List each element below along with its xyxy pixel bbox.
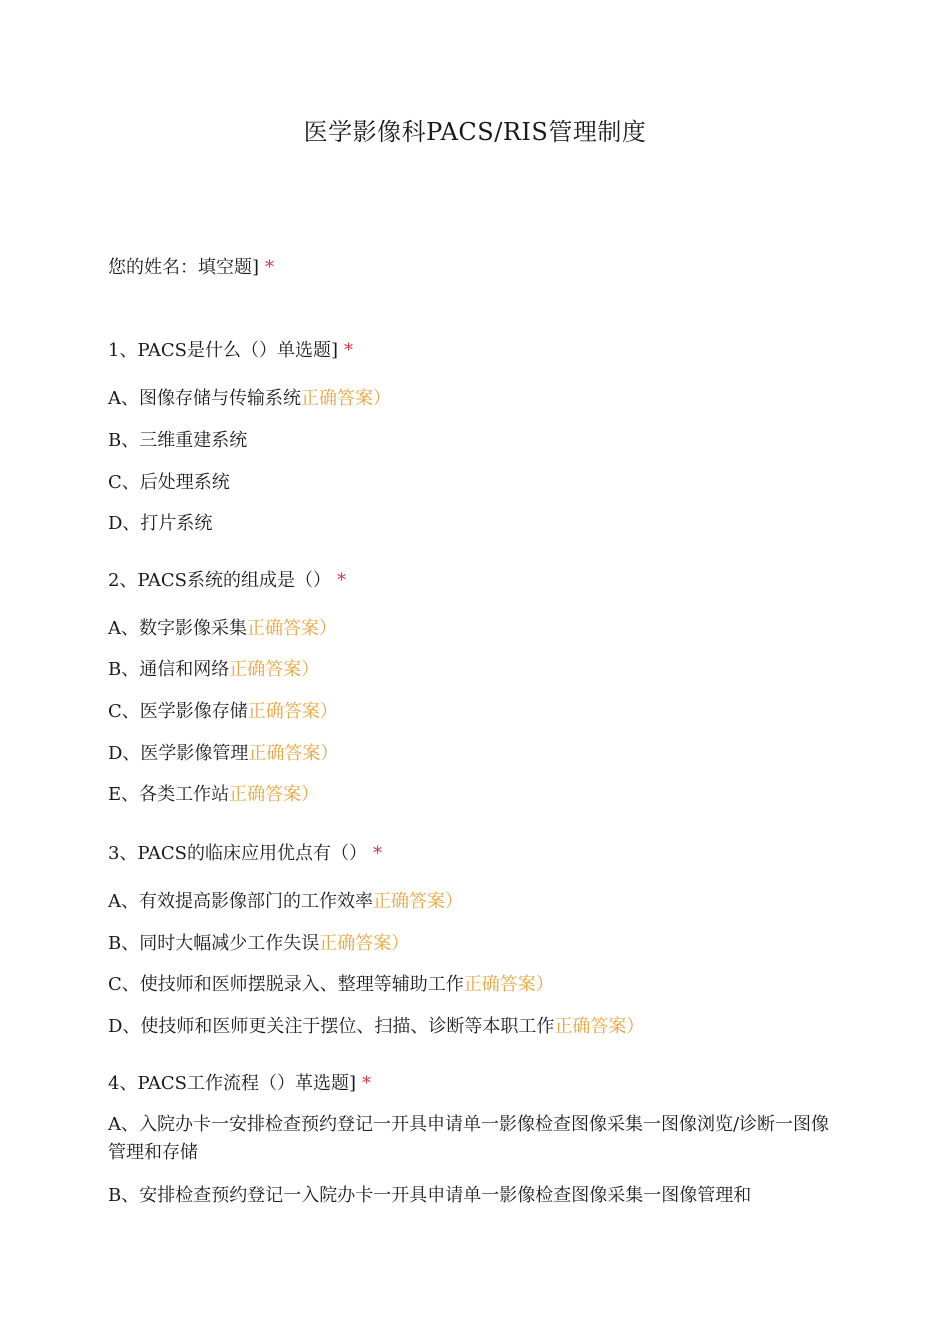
option-text: B、三维重建系统: [108, 430, 248, 451]
question-text: 3、PACS的临床应用优点有（）: [108, 843, 368, 864]
required-mark: *: [344, 340, 354, 361]
option-text: D、医学影像管理: [108, 743, 249, 764]
option-text: A、数字影像采集: [108, 618, 247, 639]
correct-answer-tag: 正确答案）: [301, 388, 391, 409]
option-1a: [108, 385, 391, 413]
option-3d: [108, 1013, 644, 1041]
option-4b: [108, 1182, 751, 1210]
correct-answer-tag: 正确答案）: [247, 701, 338, 722]
option-2e: [108, 781, 319, 809]
question-4: [108, 1070, 371, 1098]
option-3c: [108, 971, 554, 999]
option-text: C、后处理系统: [108, 472, 230, 493]
correct-answer-tag: 正确答案）: [463, 974, 554, 995]
correct-answer-tag: 正确答案）: [229, 659, 320, 680]
question-2: [108, 567, 346, 595]
option-2d: [108, 740, 338, 768]
name-question: [108, 254, 274, 282]
required-mark: *: [265, 257, 275, 278]
document-title: 医学影像科PACS/RIS管理制度: [303, 118, 647, 146]
correct-answer-tag: 正确答案）: [554, 1016, 645, 1037]
required-mark: *: [373, 843, 383, 864]
option-text: D、打片系统: [108, 513, 213, 534]
correct-answer-tag: 正确答案）: [319, 933, 410, 954]
option-1d: [108, 510, 212, 538]
option-2a: [108, 615, 337, 643]
required-mark: *: [337, 570, 347, 591]
question-1: [108, 337, 353, 365]
option-3a: [108, 888, 463, 916]
correct-answer-tag: 正确答案）: [373, 891, 463, 912]
option-text: D、使技师和医师更关注于摆位、扫描、诊断等本职工作: [108, 1016, 555, 1037]
name-question-text: 您的姓名：填空题]: [108, 257, 260, 278]
option-2b: [108, 656, 319, 684]
option-3b: [108, 930, 409, 958]
option-text: B、同时大幅减少工作失误: [108, 933, 320, 954]
option-text: E、各类工作站: [108, 784, 230, 805]
correct-answer-tag: 正确答案）: [229, 784, 320, 805]
question-text: 1、PACS是什么（）单选题]: [108, 340, 339, 361]
correct-answer-tag: 正确答案）: [247, 618, 337, 639]
option-1c: [108, 469, 230, 497]
option-text: B、通信和网络: [108, 659, 230, 680]
option-text: A、图像存储与传输系统: [108, 388, 301, 409]
question-text: 4、PACS工作流程（）革选题]: [108, 1073, 357, 1094]
option-1b: [108, 427, 247, 455]
correct-answer-tag: 正确答案）: [248, 743, 339, 764]
option-4a: [108, 1111, 843, 1167]
question-3: [108, 840, 382, 868]
option-text: C、医学影像存储: [108, 701, 248, 722]
question-text: 2、PACS系统的组成是（）: [108, 570, 332, 591]
option-2c: [108, 698, 338, 726]
option-text: B、安排检查预约登记一入院办卡一开具申请单一影像检查图像采集一图像管理和: [108, 1185, 752, 1206]
option-text: A、入院办卡一安排检查预约登记一开具申请单一影像检查图像采集一图像浏览/诊断一图像管理和存储: [108, 1114, 830, 1163]
option-text: A、有效提高影像部门的工作效率: [108, 891, 373, 912]
required-mark: *: [362, 1073, 372, 1094]
option-text: C、使技师和医师摆脱录入、整理等辅助工作: [108, 974, 464, 995]
